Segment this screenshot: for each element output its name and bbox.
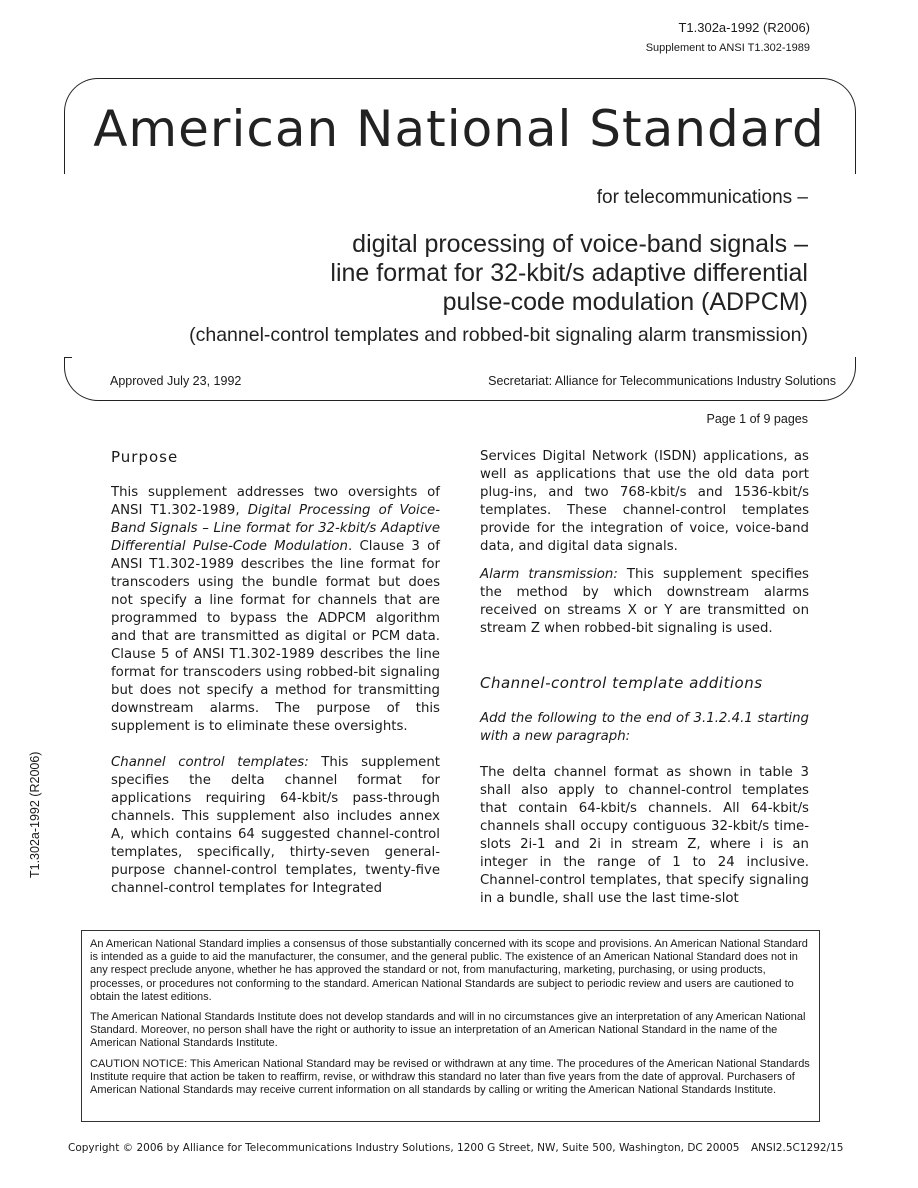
right-column bbox=[480, 448, 809, 908]
document-number bbox=[678, 20, 810, 35]
scope-subtitle: (channel-control templates and robbed-bit signaling alarm transmission) bbox=[189, 324, 808, 346]
for-telecommunications: for telecommunications – bbox=[596, 187, 808, 208]
frame-divider bbox=[64, 357, 72, 358]
channel-control-label: Channel control templates: bbox=[111, 755, 309, 770]
page-title: American National Standard bbox=[93, 100, 825, 158]
continuation-paragraph: Services Digital Network (ISDN) applications, as well as applications that use the old data port plug-ins, and two 768-kbit/s and 1536-kbit/s templates. These channel-control templates provide for the integration of voice, voice-band data, and digital data signals. bbox=[480, 449, 809, 554]
purpose-text-end: . Clause 3 of ANSI T1.302-1989 describes the line format for transcoders using the bundle format but does not specify a line format for channels that are programmed to bypass the ADPCM algorithm and that are transmitted as digital or PCM data. Clause 5 of ANSI T1.302-1989 describes the line format for transcoders using robbed-bit signaling but does not specify a method for transmitting downstream alarms. The purpose of this supplement is to eliminate these oversights. bbox=[111, 539, 440, 734]
template-additions-heading: Channel-control template additions bbox=[480, 674, 763, 692]
subtitle-line: pulse-code modulation (ADPCM) bbox=[442, 288, 808, 316]
document-code: ANSI2.5C1292/15 bbox=[751, 1142, 844, 1154]
channel-control-paragraph bbox=[111, 754, 440, 898]
notice-paragraph: An American National Standard implies a consensus of those substantially concerned with its scope and provisions. An American National Standard is intended as a guide to aid the manufacturer, the consumer, and the general public. The existence of an American National Standard does not in any respect preclude anyone, whether he has approved the standard or not, from manufacturing, marketing, purchasing, or using products, processes, or procedures not conforming to the standard. American National Standards are subject to periodic review and users are cautioned to obtain the latest editions. bbox=[90, 938, 808, 1003]
purpose-text-start: This supplement addresses two oversights of ANSI T1.302-1989, bbox=[111, 485, 440, 518]
secretariat: Secretariat: Alliance for Telecommunications Industry Solutions bbox=[488, 374, 836, 388]
alarm-paragraph bbox=[480, 566, 809, 638]
side-document-label: T1.302a-1992 (R2006) bbox=[28, 751, 42, 878]
alarm-text: This supplement specifies the method by which downstream alarms received on streams X or Y are transmitted on stream Z when robbed-bit signaling is used. bbox=[480, 567, 809, 636]
page-count: Page 1 of 9 pages bbox=[706, 412, 808, 426]
supplement-line: Supplement to ANSI T1.302-1989 bbox=[645, 42, 810, 54]
instruction-text: Add the following to the end of 3.1.2.4.1 starting with a new paragraph: bbox=[480, 711, 809, 744]
purpose-paragraph bbox=[111, 484, 440, 736]
document-subtitle bbox=[108, 230, 808, 317]
doc-number-text: T1.302a-1992 bbox=[678, 20, 760, 35]
reaffirm-text: (R2006) bbox=[763, 20, 810, 35]
ansi-notice-box bbox=[81, 930, 820, 1122]
delta-channel-paragraph: The delta channel format as shown in table 3 shall also apply to channel-control templates that contain 64-kbit/s channels. All 64-kbit/s channels shall occupy contiguous 32-kbit/s time-slots 2i-1 and 2i in stream Z, where i is an integer in the range of 1 to 24 inclusive. Channel-control templates, that specify signaling in a bundle, shall use the last time-slot bbox=[480, 765, 809, 906]
channel-control-text: This supplement specifies the delta channel format for applications requiring 64-kbit/s pass-through channels. This supplement also includes annex A, which contains 64 suggested channel-control templates, specifically, thirty-seven general-purpose channel-control templates, twenty-five channel-control templates for Integrated bbox=[111, 755, 440, 896]
purpose-heading: Purpose bbox=[111, 448, 179, 466]
copyright-line: Copyright © 2006 by Alliance for Telecommunications Industry Solutions, 1200 G Street, NW, Suite 500, Washington, DC 20005 bbox=[68, 1142, 740, 1154]
caution-notice: CAUTION NOTICE: This American National Standard may be revised or withdrawn at any time. The procedures of the American National Standards Institute require that action be taken to reaffirm, revise, or withdraw this standard no later than five years from the date of approval. Purchasers of American National Standards may receive current information on all standards by calling or writing the American National Standards Institute. bbox=[90, 1057, 810, 1097]
alarm-label: Alarm transmission: bbox=[480, 567, 618, 582]
subtitle-line: digital processing of voice-band signals – bbox=[352, 230, 808, 258]
referenced-title: Digital Processing of Voice-Band Signals – Line format for 32-kbit/s Adaptive Differential Pulse-Code Modulation bbox=[111, 503, 440, 554]
approval-date: Approved July 23, 1992 bbox=[110, 374, 242, 388]
subtitle-line: line format for 32-kbit/s adaptive differential bbox=[330, 259, 808, 287]
left-column bbox=[111, 448, 440, 898]
notice-paragraph: The American National Standards Institute does not develop standards and will in no circumstances give an interpretation of any American National Standard. Moreover, no person shall have the right or authority to issue an interpretation of an American National Standard in the name of the American National Standards Institute. bbox=[90, 1011, 806, 1050]
